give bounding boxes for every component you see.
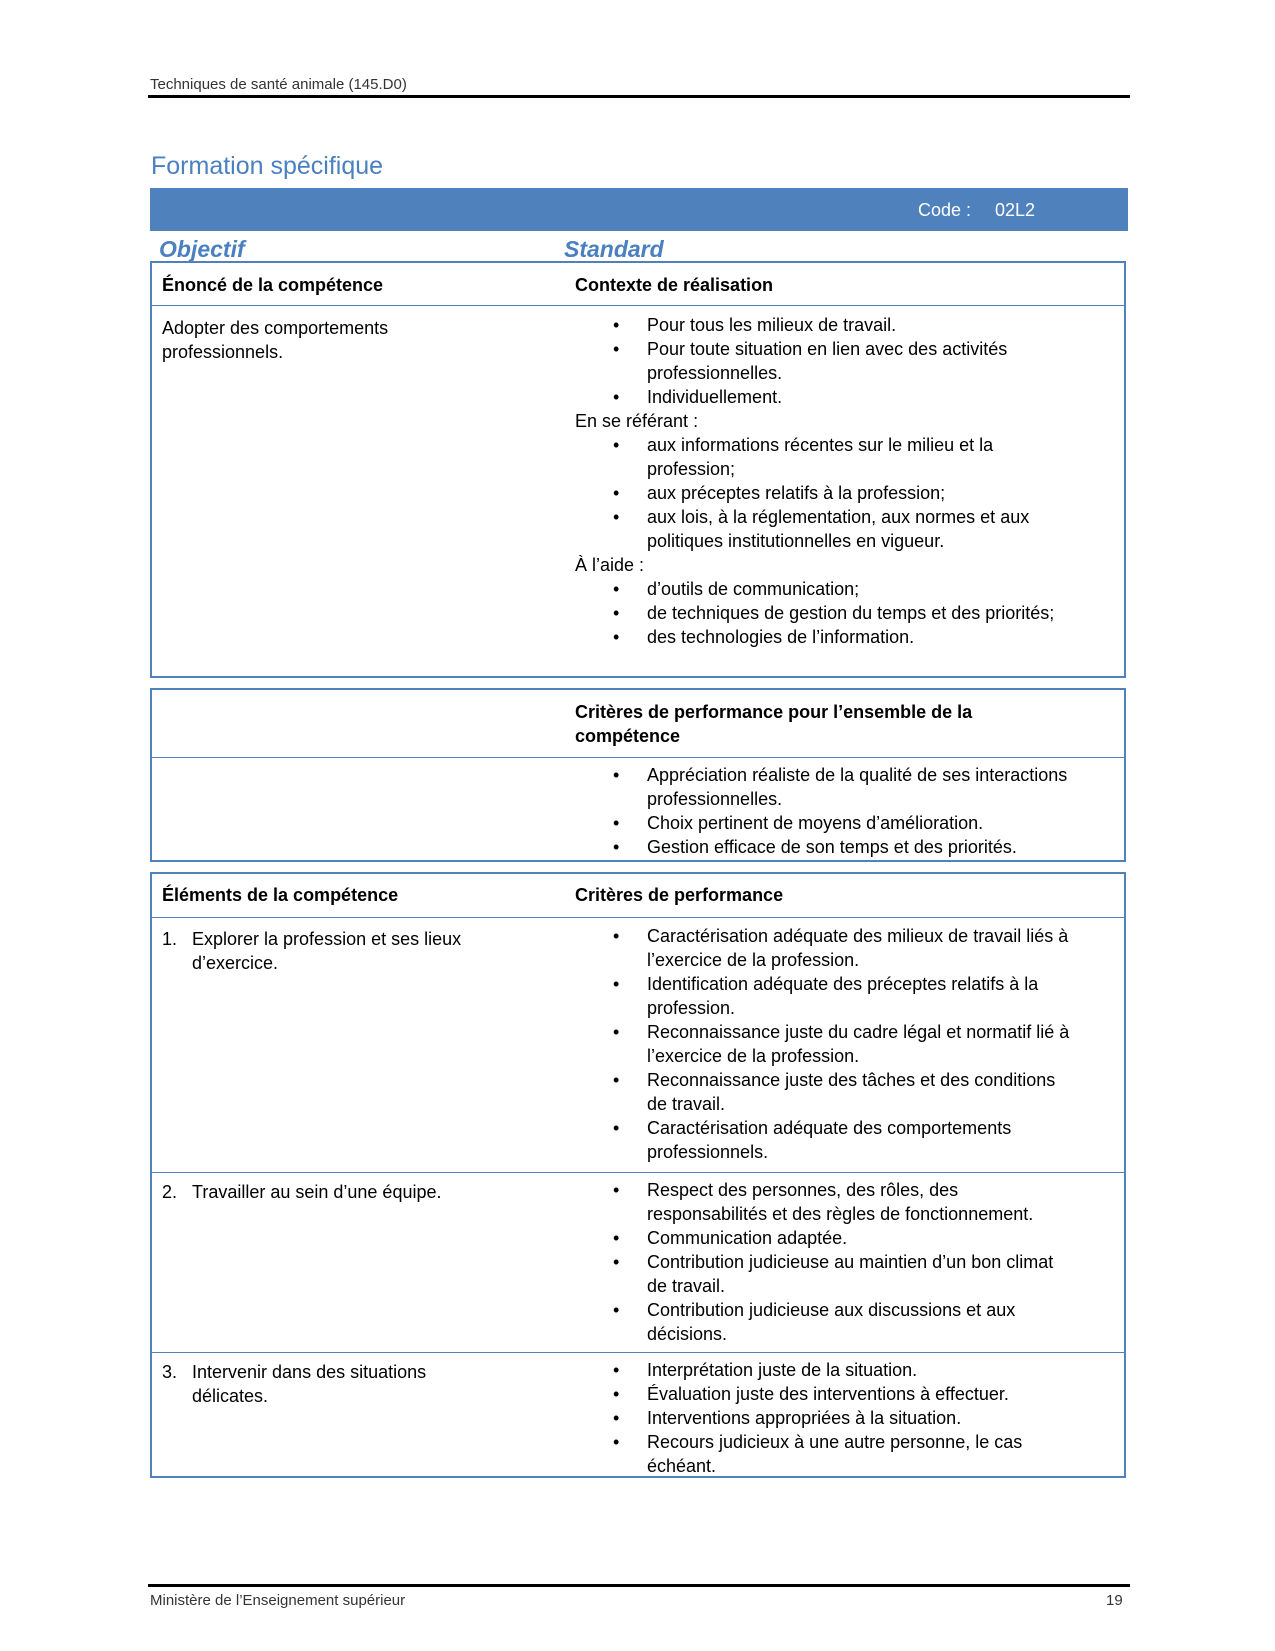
code-value: 02L2	[995, 200, 1036, 220]
element-criteres	[575, 924, 1075, 1164]
criteres-ensemble-list	[575, 763, 1075, 859]
code-band	[150, 188, 1128, 231]
element-text: Intervenir dans des situations délicates.	[192, 1362, 427, 1406]
element-number: 3.	[162, 1362, 178, 1382]
critere-item: • Reconnaissance juste du cadre légal et normatif lié à l’exercice de la profession.	[575, 1020, 1075, 1068]
critere-item: • Respect des personnes, des rôles, des responsabilités et des règles de fonctionnement.	[575, 1178, 1075, 1226]
critere-item: • Interprétation juste de la situation.	[575, 1358, 1075, 1382]
enonce-header: Énoncé de la compétence	[162, 275, 384, 295]
element-criteres	[575, 1178, 1075, 1346]
contexte-item: • des technologies de l’information.	[575, 625, 1075, 649]
critere-item: • Contribution judicieuse aux discussions et aux décisions.	[575, 1298, 1075, 1346]
enonce-text: Adopter des comportements professionnels.	[162, 318, 389, 362]
code-label: Code :	[918, 200, 972, 220]
elements-header: Éléments de la compétence	[162, 885, 399, 905]
critere-item: • Évaluation juste des interventions à effectuer.	[575, 1382, 1075, 1406]
contexte-header: Contexte de réalisation	[575, 275, 774, 295]
element-row	[152, 918, 1124, 1172]
contexte-list	[575, 313, 1075, 649]
competence-header-row	[152, 263, 1124, 306]
critere-item: • Interventions appropriées à la situation.	[575, 1406, 1075, 1430]
critere-ensemble-item: • Appréciation réaliste de la qualité de ses interactions professionnelles.	[575, 763, 1075, 811]
contexte-item: • de techniques de gestion du temps et des priorités;	[575, 601, 1075, 625]
contexte-item: • aux lois, à la réglementation, aux normes et aux politiques institutionnelles en vigueur.	[575, 505, 1075, 553]
element-criteres	[575, 1358, 1075, 1478]
elements-header-row	[152, 874, 1124, 918]
critere-ensemble-item: • Choix pertinent de moyens d’amélioration.	[575, 811, 1075, 835]
contexte-item: • Pour tous les milieux de travail.	[575, 313, 1075, 337]
critere-item: • Communication adaptée.	[575, 1226, 1075, 1250]
element-label	[162, 927, 512, 975]
competence-box	[150, 261, 1126, 678]
critere-item: • Reconnaissance juste des tâches et des conditions de travail.	[575, 1068, 1075, 1116]
critere-ensemble-item: • Gestion efficace de son temps et des priorités.	[575, 835, 1075, 859]
running-header: Techniques de santé animale (145.D0)	[150, 76, 407, 93]
subhead-aide: À l’aide :	[575, 555, 645, 575]
subhead-referant: En se référant :	[575, 411, 699, 431]
critere-item: • Caractérisation adéquate des milieux de travail liés à l’exercice de la profession.	[575, 924, 1075, 972]
column-heading-objectif: Objectif	[159, 236, 245, 262]
element-label	[162, 1360, 482, 1408]
footer-ministry: Ministère de l’Enseignement supérieur	[150, 1592, 406, 1609]
criteres-header: Critères de performance	[575, 885, 784, 905]
critere-item: • Identification adéquate des préceptes relatifs à la profession.	[575, 972, 1075, 1020]
element-text: Explorer la profession et ses lieux d’exercice.	[192, 929, 462, 973]
contexte-item: • aux informations récentes sur le milieu et la profession;	[575, 433, 1075, 481]
critere-item: • Contribution judicieuse au maintien d’un bon climat de travail.	[575, 1250, 1075, 1298]
section-title: Formation spécifique	[151, 152, 384, 180]
element-text: Travailler au sein d’une équipe.	[192, 1182, 442, 1202]
critere-item: • Caractérisation adéquate des comportements professionnels.	[575, 1116, 1075, 1164]
contexte-item: • Individuellement.	[575, 385, 1075, 409]
element-row	[152, 1352, 1124, 1478]
contexte-item: • aux préceptes relatifs à la profession;	[575, 481, 1075, 505]
column-heading-standard: Standard	[564, 236, 664, 262]
element-number: 2.	[162, 1182, 178, 1202]
header-rule	[148, 95, 1130, 98]
page-number: 19	[1106, 1592, 1123, 1609]
contexte-item: • Pour toute situation en lien avec des activités professionnelles.	[575, 337, 1075, 385]
contexte-item: • d’outils de communication;	[575, 577, 1075, 601]
criteres-ensemble-box	[150, 688, 1126, 862]
element-row	[152, 1172, 1124, 1352]
element-number: 1.	[162, 929, 178, 949]
element-label	[162, 1180, 512, 1204]
criteres-ensemble-header: Critères de performance pour l’ensemble de la compétence	[575, 702, 973, 746]
elements-box	[150, 872, 1126, 1478]
criteres-ensemble-header-row	[152, 690, 1124, 758]
critere-item: • Recours judicieux à une autre personne, le cas échéant.	[575, 1430, 1075, 1478]
footer-rule	[148, 1584, 1130, 1587]
